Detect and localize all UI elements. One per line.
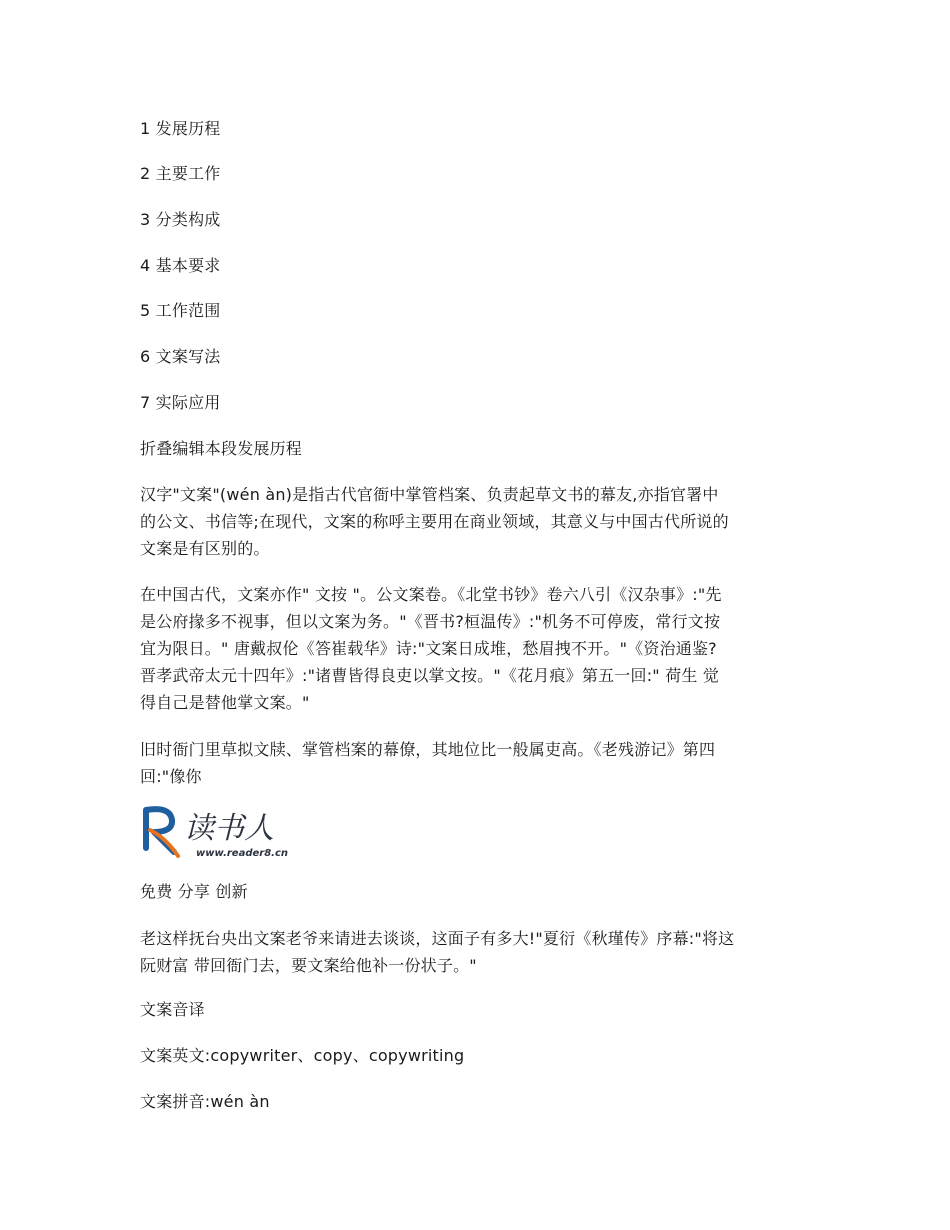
paragraph-line: 阮财富 带回衙门去，要文案给他补一份状子。" [140,956,477,975]
toc-item-4[interactable]: 4 基本要求 [140,256,221,275]
logo-url-text: www.reader8.cn [196,848,289,859]
paragraph-line: 旧时衙门里草拟文牍、掌管档案的幕僚，其地位比一般属吏高。《老残游记》第四 [140,740,716,759]
paragraph-line: 是公府掾多不视事，但以文案为务。"《晋书?桓温传》:"机务不可停废，常行文按 [140,612,721,631]
label-yinyi: 文案音译 [140,1000,205,1019]
paragraph-definition [140,481,815,562]
toc-item-6[interactable]: 6 文案写法 [140,347,221,366]
paragraph-staff-role [140,736,815,790]
label-pinyin: 文案拼音:wén àn [140,1092,270,1111]
paragraph-quotes [140,925,815,979]
paragraph-line: 汉字"文案"(wén àn)是指古代官衙中掌管档案、负责起草文书的幕友,亦指官署中 [140,485,719,504]
paragraph-line: 文案是有区别的。 [140,539,270,558]
paragraph-line: 在中国古代，文案亦作" 文按 "。公文案卷。《北堂书钞》卷六八引《汉杂事》:"先 [140,585,722,604]
paragraph-ancient-usage [140,581,815,716]
paragraph-line: 回:"像你 [140,767,202,786]
toc-item-1[interactable]: 1 发展历程 [140,119,221,138]
paragraph-line: 的公文、书信等;在现代，文案的称呼主要用在商业领域，其意义与中国古代所说的 [140,512,729,531]
paragraph-line: 宜为限日。" 唐戴叔伦《答崔载华》诗:"文案日成堆，愁眉拽不开。"《资治通鉴? [140,639,717,658]
toc-item-2[interactable]: 2 主要工作 [140,164,221,183]
reader8-logo [140,804,308,860]
toc-item-7[interactable]: 7 实际应用 [140,393,221,412]
logo-name-text: 读书人 [184,811,274,846]
slogan: 免费 分享 创新 [140,882,248,901]
paragraph-line: 得自己是替他掌文案。" [140,693,310,712]
toc-item-5[interactable]: 5 工作范围 [140,301,221,320]
label-english: 文案英文:copywriter、copy、copywriting [140,1046,465,1065]
toc-item-3[interactable]: 3 分类构成 [140,210,221,229]
paragraph-line: 晋孝武帝太元十四年》:"诸曹皆得良吏以掌文按。"《花月痕》第五一回:" 荷生 觉 [140,666,720,685]
paragraph-line: 老这样抚台央出文案老爷来请进去谈谈，这面子有多大!"夏衍《秋瑾传》序幕:"将这 [140,929,735,948]
section-heading: 折叠编辑本段发展历程 [140,439,303,458]
